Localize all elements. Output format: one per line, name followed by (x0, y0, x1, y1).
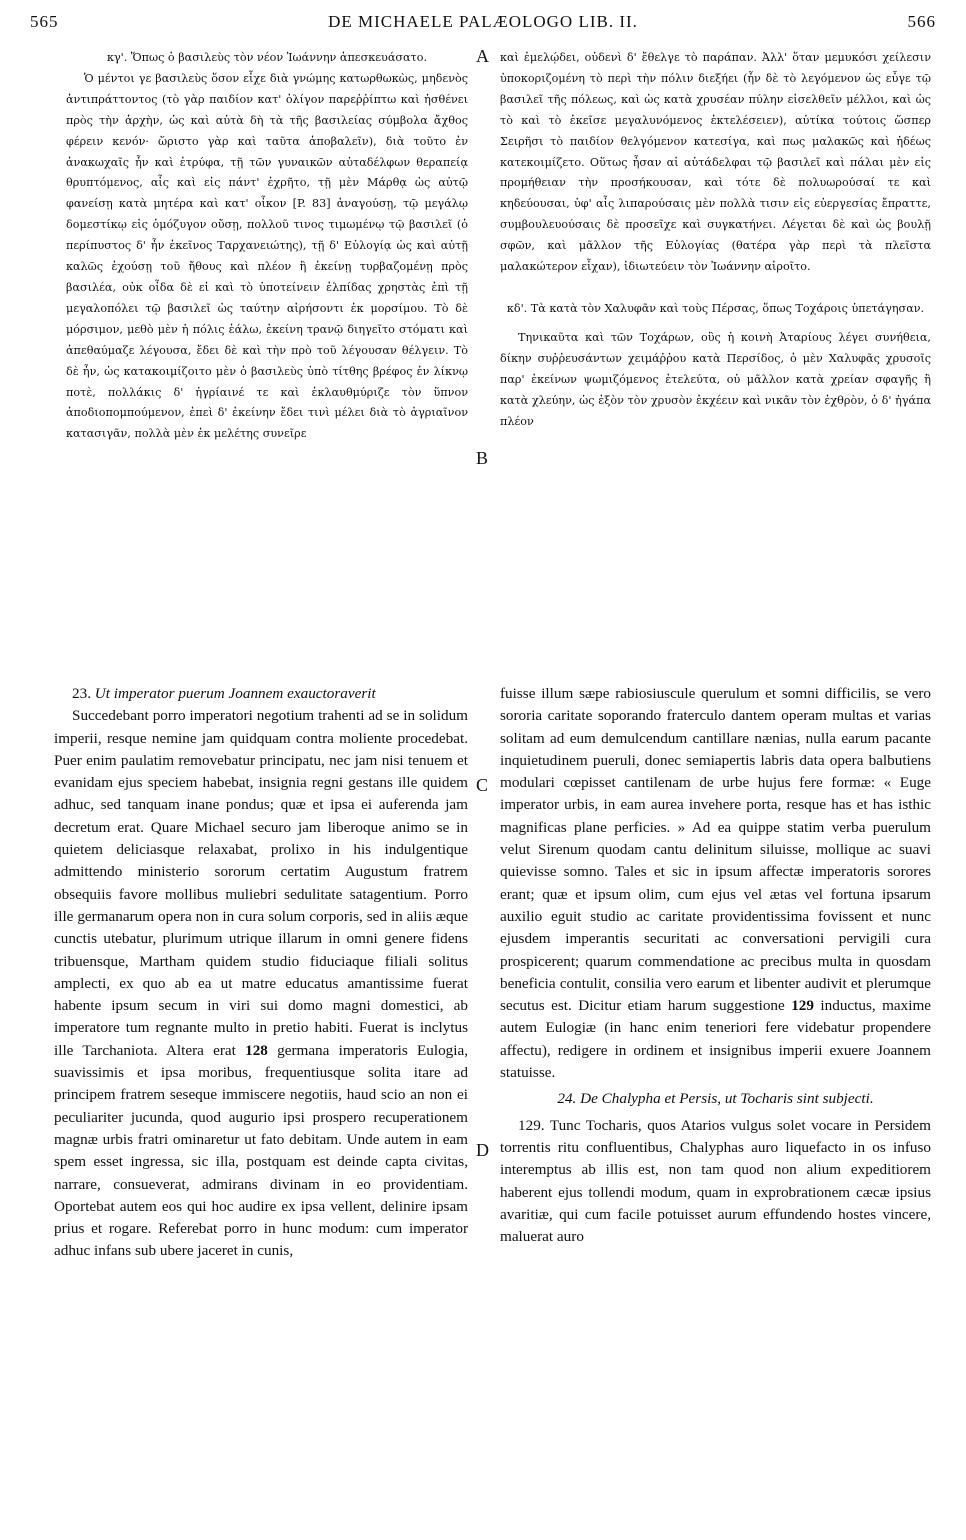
latin-text: germana imperatoris Eulogia, suavissimis et ipsa moribus, frequentiusque solita itare ad principem fratrem seseque immiscere negotiis, haud scio an non ei peculiariter jucunda, quod augurio ipsi prospero recuperationem magnæ urbis fratri ominaretur ut fato debitam. Unde autem in eam spem esset ingressa, sic illa, postquam est deinde capta civitas, narrare, consueverat, admirans divinam in eo providentiam. Oportebat autem eos qui hoc audire ex ipsa vellent, delinire ipsam prius et rogare. Referebat porro in hunc modum: cum imperator adhuc infans sub ubere jaceret in cunis, (54, 1041, 469, 1260)
latin-column-left (54, 683, 468, 1263)
latin-text: fuisse illum sæpe rabiosiuscule querulum et somni difficilis, se vero sororia caritate soporando fraterculo dantem operam multas et varias solitam ad eum demulcendum cantillare nænias, nulla earum pacante inquietudinem pueruli, donec semiapertis labris data opera balbutiens modulari cœpisset cantilenam de urbe hujus fere formæ: « Euge imperator urbis, in eam aurea invehere porta, resque has et has isthic magnificas plane perficies. » Ad ea quippe statim verba puerulum velut Sirenum quodam cantu delinitum siluisse, mollique ac suavi quievisse somno. Tales et sic in ipsum affectæ imperatoris sorores erant; quæ et ipsum olim, cum ejus vel ætas vel fortuna ipsarum auxilio eguit studio ac caritate providentissima fovissent et nunc ejusdem imperantis securitati ac conversationi pervigili cura prospicerent; quarum commendatione ac precibus multa in quosdam beneficia contulit, consilia vero earum et libenter audivit et plerumque secutus est. Dicitur etiam harum suggestione (500, 685, 931, 1015)
page-header (30, 12, 936, 34)
latin-chapter-heading (54, 683, 468, 705)
running-title: DE MICHAELE PALÆOLOGO LIB. II. (328, 12, 638, 31)
margin-marker-d: D (476, 1140, 489, 1160)
greek-chapter-heading: κδ'. Τὰ κατὰ τὸν Χαλυφᾶν καὶ τοὺς Πέρσας, ὅπως Τοχάροις ὑπετάγησαν. (506, 301, 925, 315)
latin-paragraph: 129. Tunc Tocharis, quos Atarios vulgus solet vocare in Persidem torrentis ritu confluentibus, Chalyphas auro liquefacto in os infuso interemptus ab illis est, non tam quod non alium expeditiorem haberent ejus tollendi modum, quam in exprobrationem cæcæ ipsius avaritiæ, qui cum facile potuisset aurum effundendo hostes vincere, maluerat auro (500, 1116, 931, 1246)
greek-paragraph: Ὁ μέντοι γε βασιλεὺς ὅσον εἶχε διὰ γνώμης κατωρθωκὼς, μηδενὸς ἀντιπράττοντος (τὸ γὰρ παιδίον κατ' ὀλίγον παρεῤῥίπτω καὶ ἠσθένει πρὸς τὴν ἀρχὴν, ὡς καὶ αὐτὰ δὴ τὰ τῆς βασιλείας σύμβολα ἄχθος φέρειν κενόν· ὥριστο γὰρ καὶ ταῦτα ἀποβαλεῖν), διὰ τοῦτο ἐν ἀνακωχαῖς ἦν καὶ ἐτρύφα, τῇ τῶν γυναικῶν αὐταδέλφων θεραπείᾳ θρυπτόμενος, αἷς καὶ εἰς πάντ' ἐχρῆτο, τῇ μὲν Μάρθᾳ ὡς αὐτῷ φανείσῃ κατὰ μητέρα καὶ κατ' οἶκον [P. 83] ἀναγούσῃ, τῷ μεγάλῳ δομεστίκῳ εἰς ὁμόζυγον οὔσῃ, πολλοῦ τινος τιμωμένῳ τῷ βασιλεῖ (ὁ περίπυστος δ' ἦν ἐκεῖνος Ταρχανειώτης), τῇ δ' Εὐλογίᾳ ὡς καὶ αὐτῇ καλῶς ἐχούσῃ τοῦ ἤθους καὶ πλέον ἢ ἐκείνῃ τυρβαζομένῃ πρὸς βασιλέα, οὐκ οἶδα δὲ εἰ καὶ τὸ ὑποτείνειν ἐλπίδας χρηστὰς ἐπὶ τῇ μεγαλοπόλει τῷ βασιλεῖ ὡς ταύτην αἱρήσοντι ἐκ μορσίμου. Τὸ δὲ μόρσιμον, μεθὸ μὲν ἡ πόλις ἑάλω, ἐκείνη τρανῷ διηγεῖτο στόματι καὶ ἀπεθαύμαζε λέγουσα, ἔδει δὲ καὶ τὴν πρὸ τοῦ λέγουσαν θέλγειν. Τὸ δὲ ἦν, ὡς κατακοιμίζοιτο μὲν ὁ βασιλεὺς ὑπὸ τίτθης βρέφος ἐν λίκνῳ ποτὲ, πολλάκις δ' ἠγρίαινέ τε καὶ ἐκλαυθμύριζε τὸν ὕπνον ἀποδιοπομπούμενον, ἐπεὶ δ' ἐκείνην ἔδει τινὶ μέλει διὰ τὸ ἀγριαῖνον κατασιγᾶν, πολλὰ μὲν ἐκ μελέτης συνεῖρε (66, 71, 468, 441)
margin-marker-a: A (476, 46, 489, 66)
latin-text: inductus, maxime autem Eulogiæ (in hanc enim teneriori fere videbatur propendere affectu), redigere in ordinem et insignibus imperii exuere Joannem statuisse. (500, 997, 932, 1082)
greek-paragraph: Τηνικαῦτα καὶ τῶν Τοχάρων, οὓς ἡ κοινὴ Ἀταρίους λέγει συνήθεια, δίκην συῤῥευσάντων χειμάῤῥου κατὰ Περσίδος, ὁ μὲν Χαλυφᾶς χρυσοῖς παρ' ἐκείνων ψωμιζόμενος ἐτελεύτα, οὐ μᾶλλον κατὰ χρείαν σφαγῆς ἢ κατὰ χλεύην, ὡς ἐξὸν τὸν χρυσὸν ἐκχέειν καὶ νικᾶν τὸν ἐχθρὸν, ὁ δ' ἠγάπα πλέον (500, 330, 931, 428)
greek-chapter-heading: κγ'. Ὅπως ὁ βασιλεὺς τὸν νέον Ἰωάννην ἀπεσκευάσατο. (106, 51, 428, 64)
chapter-title: Ut imperator puerum Joannem exauctoraverit (94, 685, 376, 702)
section-number: 128 (245, 1041, 268, 1059)
page-number-left: 565 (30, 12, 59, 31)
chapter-number: 23. (72, 685, 91, 702)
spacer (500, 320, 931, 328)
margin-marker-b: B (476, 448, 489, 468)
latin-column-right (500, 683, 931, 1248)
section-number: 129 (791, 997, 814, 1015)
margin-marker-c: C (476, 775, 489, 795)
latin-text: Succedebant porro imperatori negotium trahenti ad se in solidum imperii, resque nemine jam quidquam contra moliente procedebat. Puer enim paulatim removebatur principatu, nec jam nisi tenuem et evanidam ejus speciem habebat, insignia regni gestans ille quidem adhuc, sed tanquam inane pondus; quæ et ipsa ei auferenda jam decretum erat. Quare Michael securo jam liberoque animo se in quietem deliciasque relaxabat, prolixo in his indulgentique admittendo ministerio sororum certatim Augustum fratrem obsequiis favore mollibus muliebri sedulitate satagentium. Porro ille germanarum opera non in cura solum corporis, sed in aliis æque cunctis utebatur, plurimum utrique illarum in omni genere fidens tribuensque, Martham quidem studio fiduciaque filiali solitus amplecti, ex quo ab ea ut matre educatus amantissime fuerat habente ipsum secum in viri sui domo magni domestici, ab imperatore tum regnante multo in pretio habiti. Fuerat is inclytus ille Tarchaniota. Altera erat (54, 707, 468, 1059)
latin-paragraph (500, 683, 931, 1084)
greek-paragraph: καὶ ἐμελῴδει, οὐδενὶ δ' ἔθελγε τὸ παράπαν. Ἀλλ' ὅταν μεμυκόσι χείλεσιν ὑποκοριζομένη τὸ περὶ τὴν πόλιν διεξήει (ἦν δὲ τὸ λεγόμενον ὡς εὖγε τῷ βασιλεῖ τῆς πόλεως, καὶ ὡς κατὰ χρυσέαν πύλην εἰσελθεῖν μέλλοι, καὶ ὡς τὸ καὶ τὸ ἐκεῖσε μεγαλυνόμενος ἐκτελέσειεν), αὐτίκα τούτοις ὥσπερ Σειρῆσι τὸ παιδίον θελγόμενον κατεσίγα, καὶ πως μαλακῶς καὶ ἡδέως κατεκοιμίζετο. Οὕτως ἦσαν αἱ αὐτάδελφαι τῷ βασιλεῖ καὶ πάλαι μὲν εἰς προμήθειαν τὴν προσήκουσαν, καὶ τότε δὲ πολυωρούσαί τε καὶ κηδεύουσαι, ὑφ' αἷς λιπαρούσαις μὲν πολλὰ τισιν εἰς εὐεργεσίας ἔπραττε, συμβουλευούσαις δὲ προσεῖχε καὶ συγκατήνει. Λέγεται δὲ καὶ ὡς βουλῇ σφῶν, καὶ μᾶλλον τῆς Εὐλογίας (θατέρα γὰρ περὶ τὰ πλεῖστα μαλακώτερον εἶχαν), ἰδιωτεύειν τὸν Ἰωάννην αἱροῖτο. (500, 51, 931, 274)
spacer (500, 278, 931, 299)
latin-chapter-heading: 24. De Chalypha et Persis, ut Tocharis sint subjecti. (557, 1090, 874, 1108)
greek-column-right (500, 48, 931, 432)
greek-column-left (66, 48, 468, 445)
latin-paragraph (54, 705, 468, 1262)
page-number-right: 566 (907, 12, 936, 31)
